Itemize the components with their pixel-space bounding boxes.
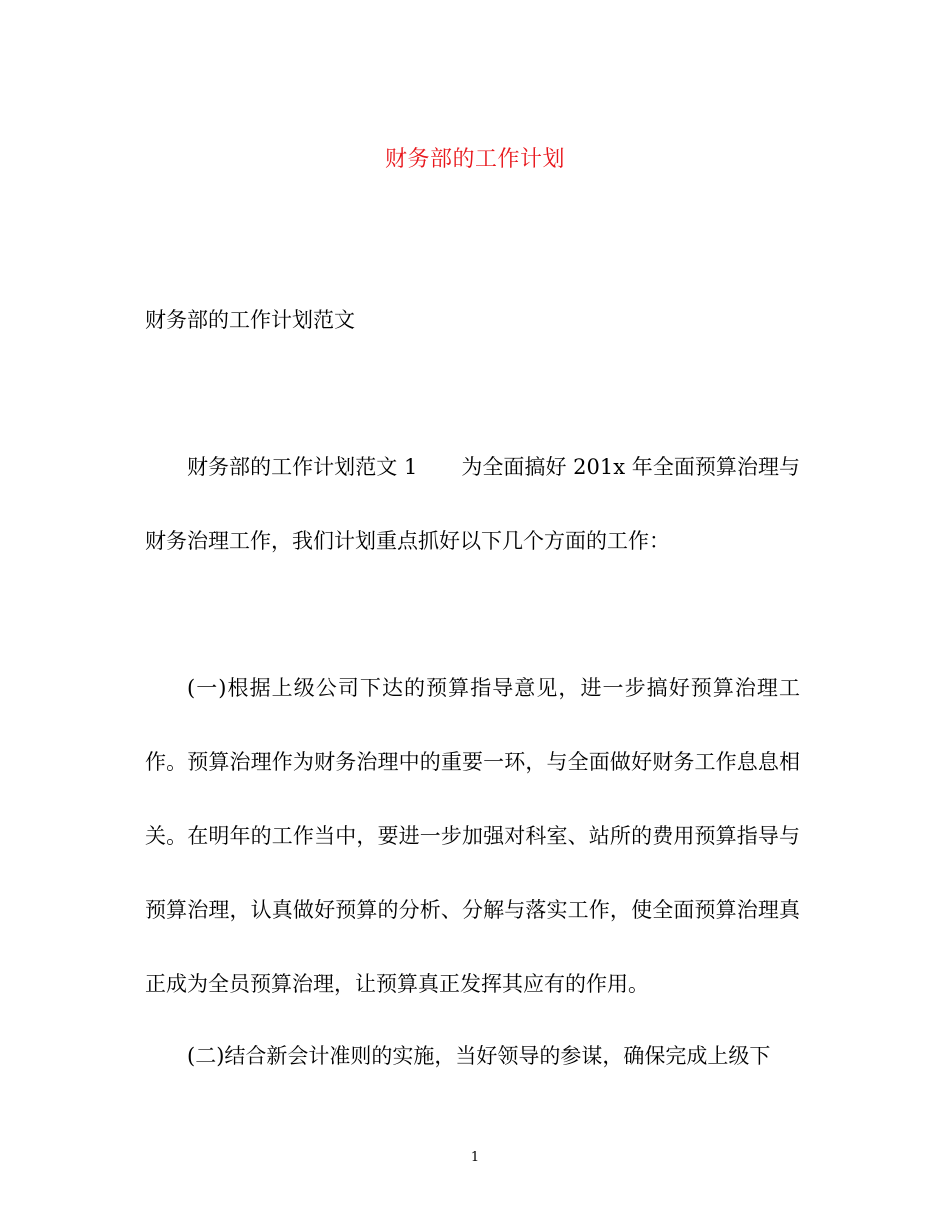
paragraph-intro (145, 430, 800, 578)
document-title: 财务部的工作计划 (384, 147, 565, 172)
page-number: 1 (470, 1150, 480, 1165)
paragraph-intro-heading: 财务部的工作计划范文 1 (187, 455, 418, 479)
paragraph-item-1: (一)根据上级公司下达的预算指导意见，进一步搞好预算治理工作。预算治理作为财务治理中的重要一环，与全面做好财务工作息息相关。在明年的工作当中，要进一步加强对科室、站所的费用预算指导与预算治理，认真做好预算的分析、分解与落实工作，使全面预算治理真正成为全员预算治理，让预算真正发挥其应有的作用。 (145, 676, 800, 996)
paragraph-intro-body: 为全面搞好 201x 年全面预算治理与财务治理工作，我们计划重点抓好以下几个方面的工作： (145, 455, 800, 553)
paragraph-item-2: (二)结合新会计准则的实施，当好领导的参谋，确保完成上级下 (187, 1044, 771, 1068)
document-subtitle: 财务部的工作计划范文 (145, 308, 355, 332)
